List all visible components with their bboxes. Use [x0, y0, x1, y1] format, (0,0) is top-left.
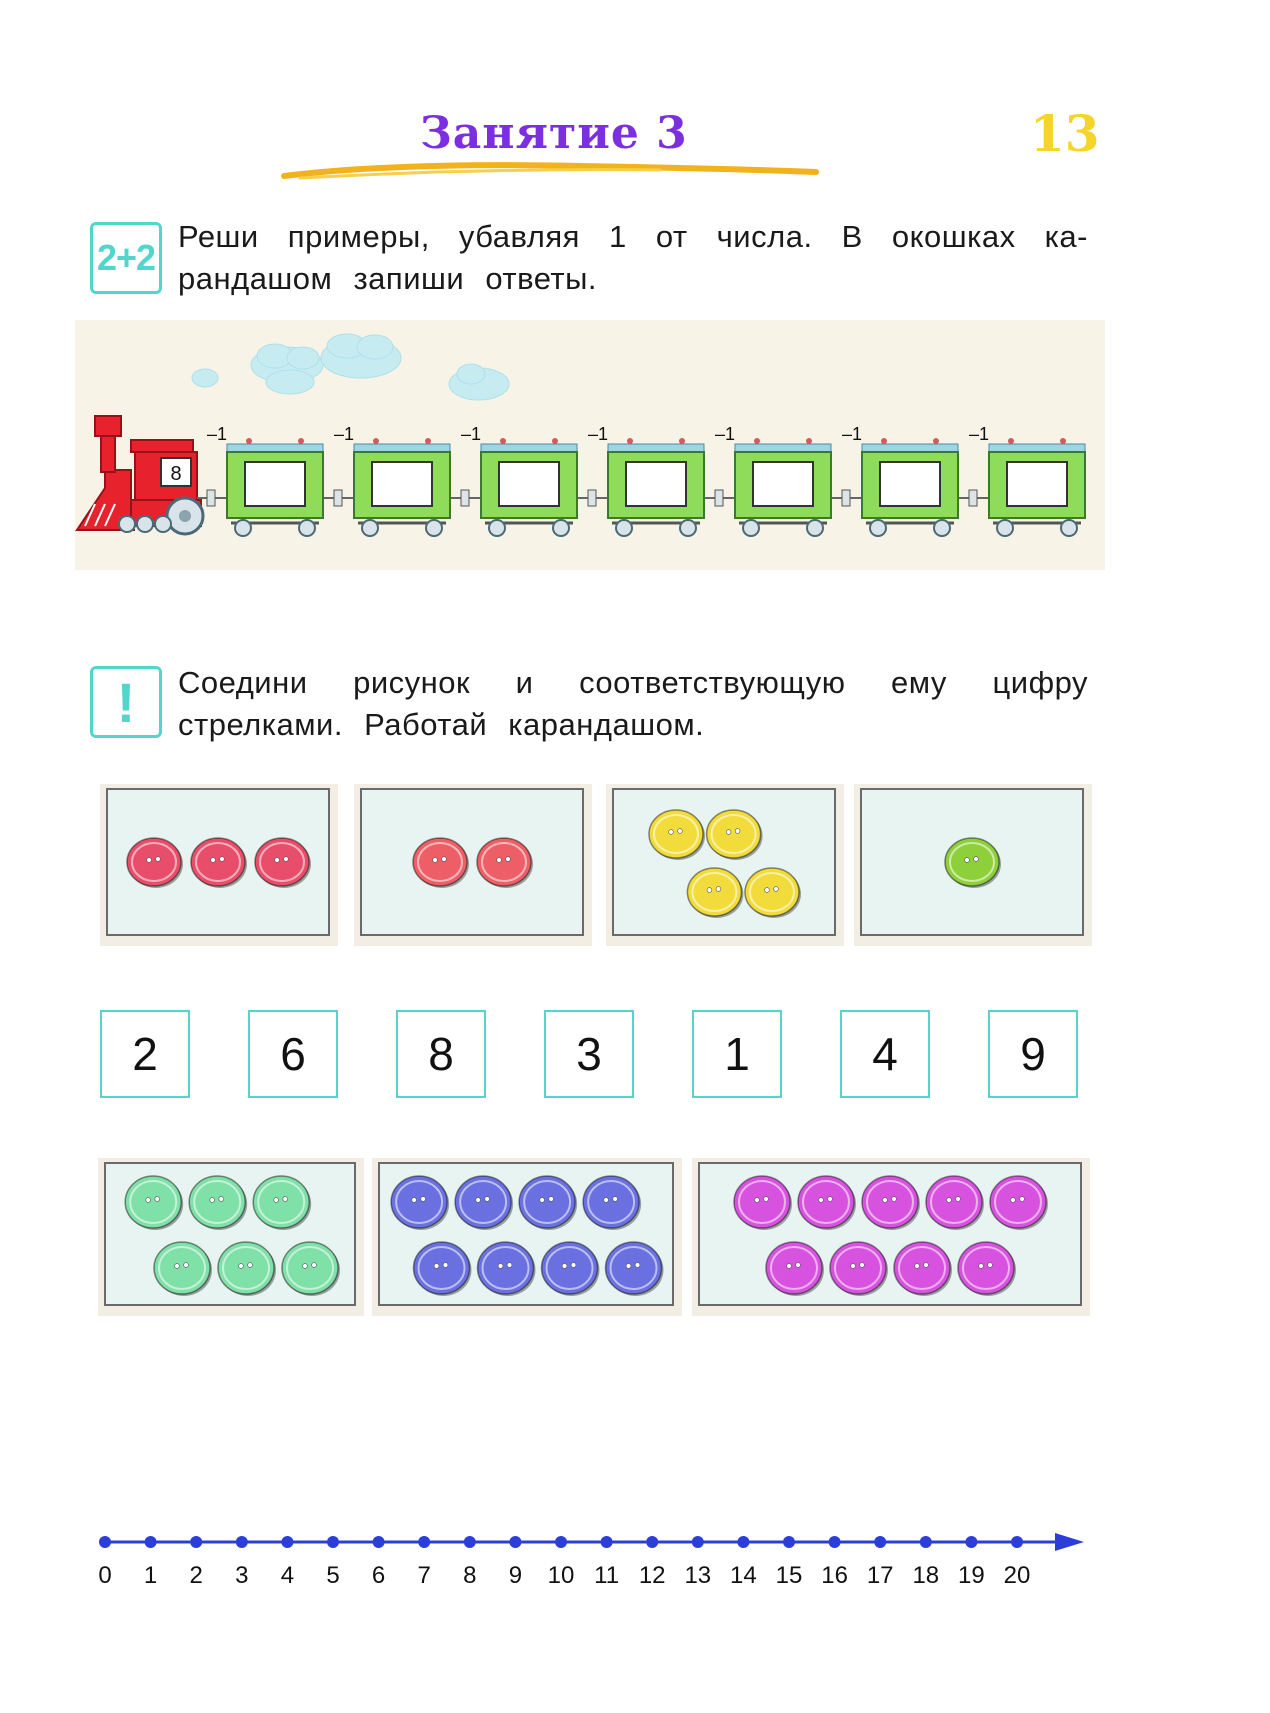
tick-label-8: 8	[463, 1562, 477, 1589]
number-line-dot	[783, 1536, 795, 1548]
tick-label-4: 4	[280, 1562, 295, 1589]
exclamation-badge-icon: !	[90, 666, 162, 738]
number-line-dot	[874, 1536, 886, 1548]
buttons-drawing	[862, 790, 1082, 934]
train-scene	[75, 320, 1105, 570]
number-line-dot	[555, 1536, 567, 1548]
button-icon	[154, 1242, 212, 1296]
number-line-dot	[829, 1536, 841, 1548]
number-box-1[interactable]: 1	[692, 1010, 782, 1098]
button-icon	[649, 810, 705, 860]
button-icon	[745, 868, 801, 918]
button-icon	[282, 1242, 340, 1296]
number-line-dot	[601, 1536, 613, 1548]
button-icon	[894, 1242, 952, 1296]
tick-label-16: 16	[821, 1562, 848, 1589]
number-line-dot	[99, 1536, 111, 1548]
answer-window[interactable]	[1007, 462, 1067, 506]
arrow-head-icon	[1055, 1533, 1084, 1551]
button-icon	[542, 1242, 600, 1296]
cloud-icon	[192, 334, 509, 400]
number-line-dot	[1011, 1536, 1023, 1548]
number-line-dot	[281, 1536, 293, 1548]
number-box-6[interactable]: 6	[248, 1010, 338, 1098]
answer-window[interactable]	[245, 462, 305, 506]
tick-label-1: 1	[143, 1562, 158, 1589]
number-line-dot	[920, 1536, 932, 1548]
number-box-2[interactable]: 2	[100, 1010, 190, 1098]
train-illustration	[75, 320, 1105, 570]
step-label: –1	[968, 424, 990, 444]
number-line-dot	[464, 1536, 476, 1548]
button-icon	[606, 1242, 664, 1296]
number-line-dot	[692, 1536, 704, 1548]
button-picture-card[interactable]	[378, 1162, 674, 1306]
buttons-drawing	[108, 790, 328, 934]
button-icon	[862, 1176, 920, 1230]
wagon	[324, 424, 450, 536]
button-icon	[958, 1242, 1016, 1296]
button-icon	[455, 1176, 513, 1230]
wagon	[451, 424, 577, 536]
tick-label-0: 0	[98, 1562, 112, 1589]
step-label: –1	[714, 424, 736, 444]
answer-window[interactable]	[499, 462, 559, 506]
number-line-dot	[327, 1536, 339, 1548]
number-line-dot	[373, 1536, 385, 1548]
buttons-drawing	[700, 1164, 1080, 1304]
lesson-title: Занятие 3	[420, 108, 688, 159]
number-line-dot	[737, 1536, 749, 1548]
number-box-4[interactable]: 4	[840, 1010, 930, 1098]
button-icon	[830, 1242, 888, 1296]
tick-label-20: 20	[1003, 1562, 1031, 1589]
wagon	[959, 424, 1085, 536]
button-picture-card[interactable]	[106, 788, 330, 936]
number-line-dot	[509, 1536, 521, 1548]
tick-label-11: 11	[594, 1562, 620, 1589]
answer-window[interactable]	[372, 462, 432, 506]
wagon	[578, 424, 704, 536]
button-icon	[707, 810, 763, 860]
button-icon	[945, 838, 1001, 888]
button-icon	[583, 1176, 641, 1230]
button-picture-card[interactable]	[612, 788, 836, 936]
button-icon	[477, 838, 533, 888]
button-icon	[255, 838, 311, 888]
button-icon	[189, 1176, 247, 1230]
button-picture-card[interactable]	[860, 788, 1084, 936]
button-icon	[191, 838, 247, 888]
buttons-drawing	[380, 1164, 672, 1304]
task1-instruction-line2: рандашом запиши ответы.	[178, 261, 598, 296]
tick-label-14: 14	[730, 1562, 757, 1589]
button-icon	[218, 1242, 276, 1296]
tick-label-2: 2	[189, 1562, 203, 1589]
tick-label-3: 3	[235, 1562, 249, 1589]
button-icon	[519, 1176, 577, 1230]
tick-label-9: 9	[508, 1562, 523, 1589]
tick-label-13: 13	[684, 1562, 712, 1589]
button-icon	[125, 1176, 183, 1230]
math-badge-icon: 2+2	[90, 222, 162, 294]
task1-instruction-line1: Реши примеры, убавляя 1 от числа. В окошках ка-	[178, 219, 1088, 254]
task2-instruction-line1: Соедини рисунок и соответствующую ему цифру	[178, 665, 1088, 700]
step-label: –1	[841, 424, 863, 444]
step-label: –1	[460, 424, 482, 444]
tick-label-19: 19	[958, 1562, 985, 1589]
task1-instruction	[178, 216, 1088, 300]
button-icon	[926, 1176, 984, 1230]
buttons-drawing	[106, 1164, 354, 1304]
number-line-dot	[190, 1536, 202, 1548]
wagon	[832, 424, 958, 536]
step-label: –1	[587, 424, 609, 444]
tick-label-7: 7	[417, 1562, 431, 1589]
number-box-3[interactable]: 3	[544, 1010, 634, 1098]
task2-instruction-line2: стрелками. Работай карандашом.	[178, 707, 705, 742]
button-icon	[990, 1176, 1048, 1230]
task2-instruction	[178, 662, 1088, 746]
button-icon	[478, 1242, 536, 1296]
title-underline	[280, 160, 820, 184]
button-icon	[414, 1242, 472, 1296]
start-number: 8	[170, 463, 182, 485]
button-icon	[413, 838, 469, 888]
wagon	[197, 424, 323, 536]
number-box-8[interactable]: 8	[396, 1010, 486, 1098]
button-picture-card[interactable]	[698, 1162, 1082, 1306]
tick-label-10: 10	[547, 1562, 575, 1589]
button-icon	[687, 868, 743, 918]
number-line-dot	[646, 1536, 658, 1548]
tick-label-5: 5	[326, 1562, 340, 1589]
answer-window[interactable]	[753, 462, 813, 506]
button-icon	[766, 1242, 824, 1296]
answer-window[interactable]	[626, 462, 686, 506]
tick-label-15: 15	[775, 1562, 803, 1589]
number-line	[90, 1526, 1100, 1566]
number-line-dot	[236, 1536, 248, 1548]
buttons-drawing	[362, 790, 582, 934]
tick-label-12: 12	[638, 1562, 666, 1589]
tick-label-17: 17	[866, 1562, 894, 1589]
step-label: –1	[206, 424, 228, 444]
button-icon	[734, 1176, 792, 1230]
buttons-drawing	[614, 790, 834, 934]
button-picture-card[interactable]	[104, 1162, 356, 1306]
answer-window[interactable]	[880, 462, 940, 506]
number-line-dot	[145, 1536, 157, 1548]
button-icon	[798, 1176, 856, 1230]
button-icon	[391, 1176, 449, 1230]
number-box-9[interactable]: 9	[988, 1010, 1078, 1098]
button-icon	[127, 838, 183, 888]
button-picture-card[interactable]	[360, 788, 584, 936]
tick-label-6: 6	[371, 1562, 386, 1589]
step-label: –1	[333, 424, 355, 444]
tick-label-18: 18	[912, 1562, 940, 1589]
page-number: 13	[1030, 104, 1100, 163]
wagon	[705, 424, 831, 536]
button-icon	[253, 1176, 311, 1230]
number-line-dot	[418, 1536, 430, 1548]
number-line-dot	[965, 1536, 977, 1548]
